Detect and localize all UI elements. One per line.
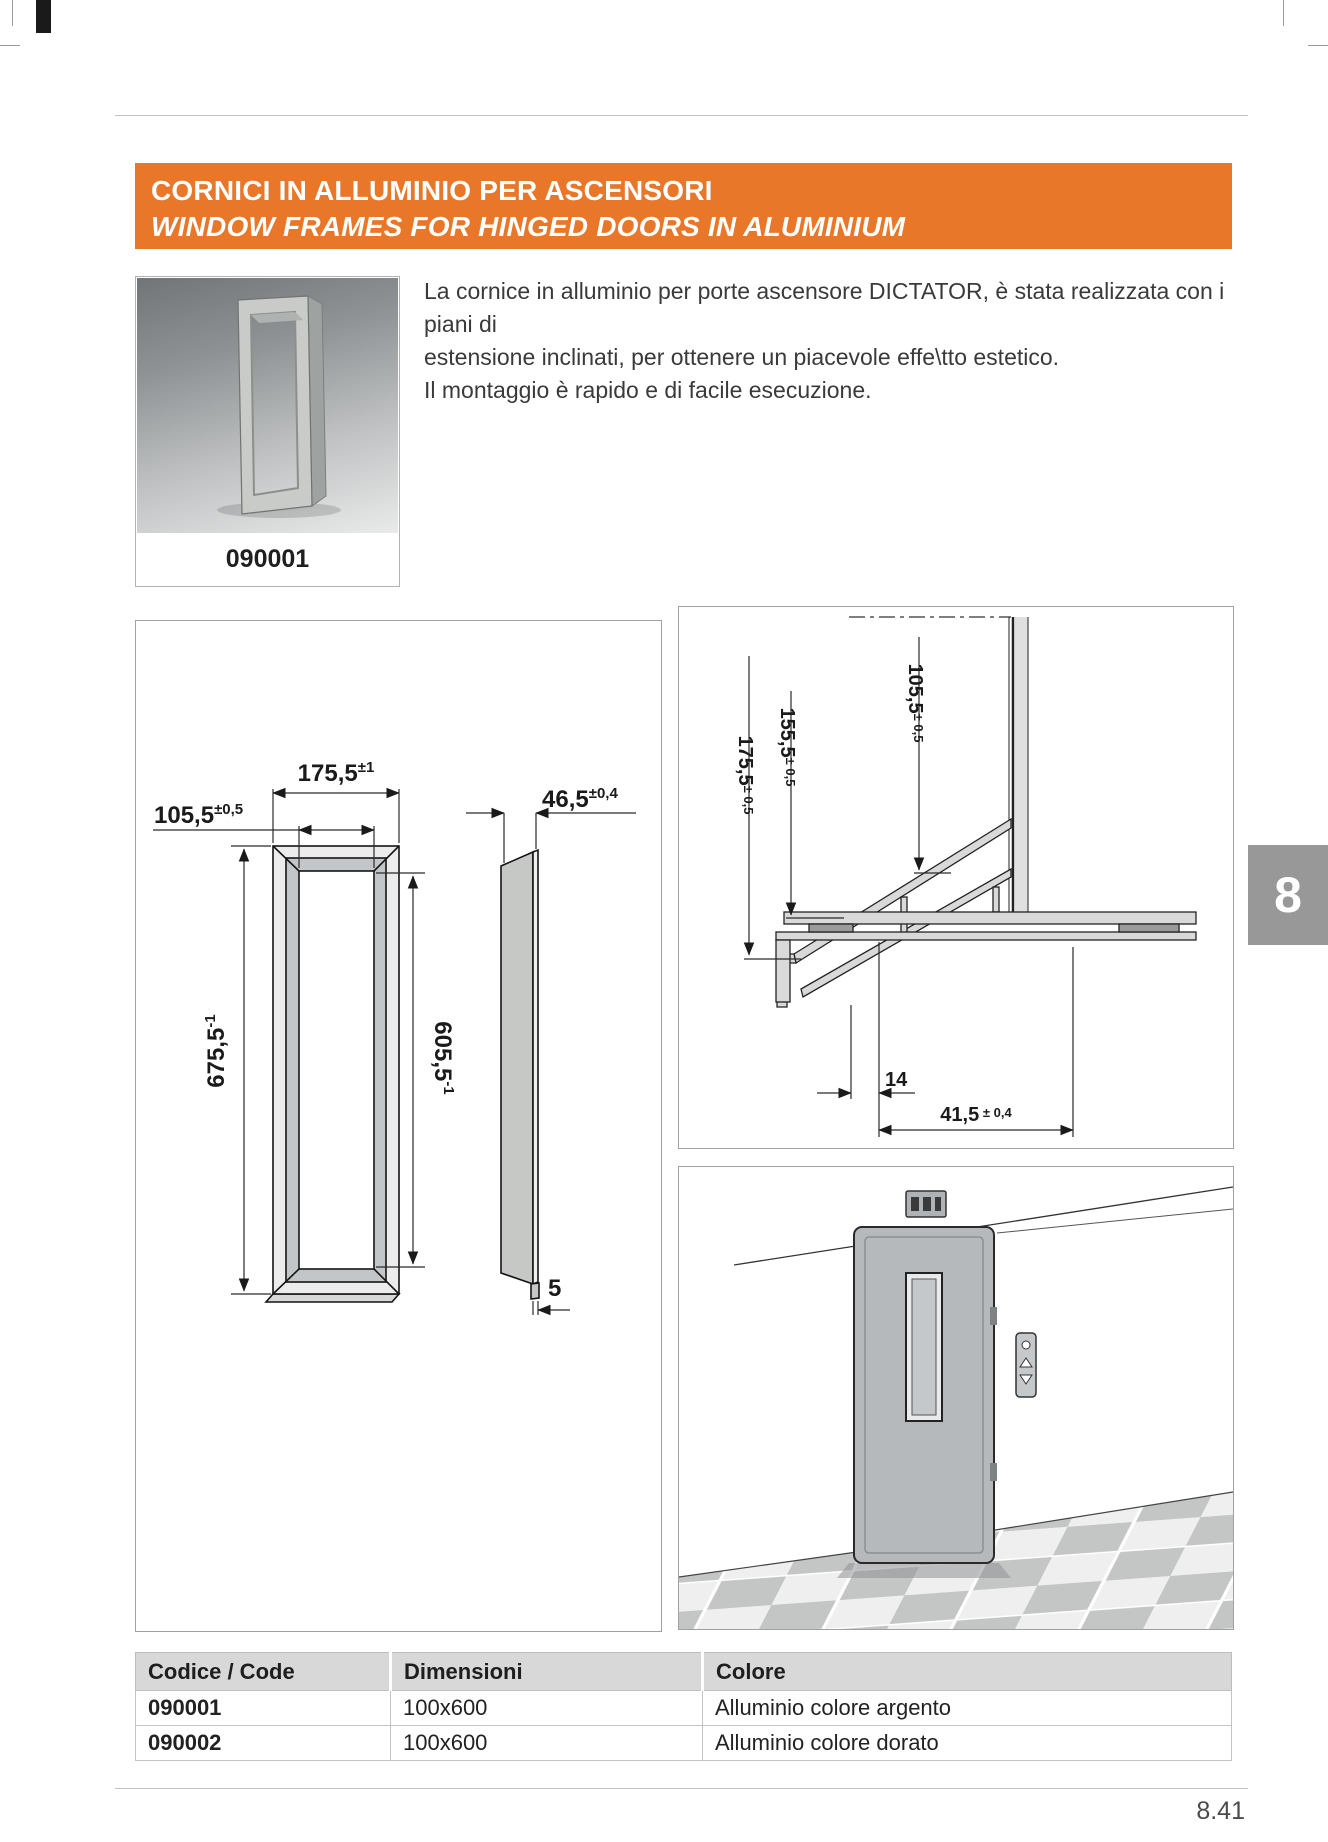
table-row <box>136 1691 1232 1726</box>
dim-section-mid-height: $155,5^{\pm 0,5}$ <box>776 707 798 787</box>
spec-table-header-row <box>136 1653 1232 1691</box>
product-photo <box>137 278 398 533</box>
crop-mark-top-left-h <box>0 45 20 46</box>
floor-indicator <box>906 1191 946 1217</box>
section-header <box>135 163 1232 249</box>
crop-mark-top-right-v <box>1283 0 1284 26</box>
elevator-door-illustration <box>679 1167 1233 1629</box>
door-hinge-bottom <box>990 1463 997 1481</box>
dim-frame-width: $105,5^{\pm 0,5}$ <box>154 801 244 829</box>
table-row <box>136 1726 1232 1761</box>
registration-mark <box>36 0 51 33</box>
dim-inner-height: $605,5^{-1}$ <box>429 1021 457 1095</box>
dim-section-base-width: 41,5 ± 0,4 <box>940 1104 1012 1126</box>
dim-section-lip-width: 14 <box>885 1069 908 1091</box>
cell-color: Alluminio colore argento <box>703 1691 1232 1726</box>
product-photo-box <box>135 276 400 587</box>
product-description <box>424 275 1239 407</box>
dim-section-total-height: $175,5^{\pm 0,5}$ <box>734 735 756 815</box>
aluminium-frame-photo <box>137 278 398 533</box>
call-button-panel <box>1016 1333 1036 1397</box>
dim-outer-height: $675,5^{-1}$ <box>202 1014 230 1088</box>
description-line-1: La cornice in alluminio per porte ascensore DICTATOR, è stata realizzata con i piani di <box>424 278 1225 337</box>
cross-section-panel <box>678 606 1234 1149</box>
chapter-tab: 8 <box>1248 845 1328 945</box>
product-code-label: 090001 <box>225 545 310 573</box>
cell-dimensions: 100x600 <box>391 1726 703 1761</box>
front-side-view-panel <box>135 620 662 1632</box>
cell-dimensions: 100x600 <box>391 1691 703 1726</box>
page-title-italian: CORNICI IN ALLUMINIO PER ASCENSORI <box>151 175 713 206</box>
front-side-view-drawing <box>136 621 661 1631</box>
crop-mark-top-left-v <box>12 0 13 26</box>
page-title-english: WINDOW FRAMES FOR HINGED DOORS IN ALUMINIUM <box>151 211 906 242</box>
cell-code: 090002 <box>136 1726 391 1761</box>
dim-front-width: $175,5^{\pm 1}$ <box>297 759 375 787</box>
crop-mark-top-right-h <box>1308 45 1328 46</box>
description-line-3: Il montaggio è rapido e di facile esecuzione. <box>424 377 872 403</box>
dim-side-thickness: 5 <box>548 1275 562 1302</box>
cell-code: 090001 <box>136 1691 391 1726</box>
description-line-2: estensione inclinati, per ottenere un piacevole effe\tto estetico. <box>424 344 1060 370</box>
col-header-dimensions: Dimensioni <box>391 1653 703 1691</box>
dim-side-depth: $46,5^{\pm 0,4}$ <box>542 785 618 813</box>
top-rule <box>115 115 1248 116</box>
spec-table <box>135 1652 1232 1761</box>
bottom-rule <box>115 1788 1248 1789</box>
door-hinge-top <box>990 1307 997 1325</box>
col-header-color: Colore <box>703 1653 1232 1691</box>
col-header-code: Codice / Code <box>136 1653 391 1691</box>
door-window-frame <box>906 1273 942 1421</box>
elevator-illustration-panel <box>678 1166 1234 1630</box>
dim-section-top-height: $105,5^{\pm 0,5}$ <box>904 663 926 743</box>
page-number: 8.41 <box>1196 1797 1245 1825</box>
cell-color: Alluminio colore dorato <box>703 1726 1232 1761</box>
cross-section-drawing <box>679 607 1233 1148</box>
